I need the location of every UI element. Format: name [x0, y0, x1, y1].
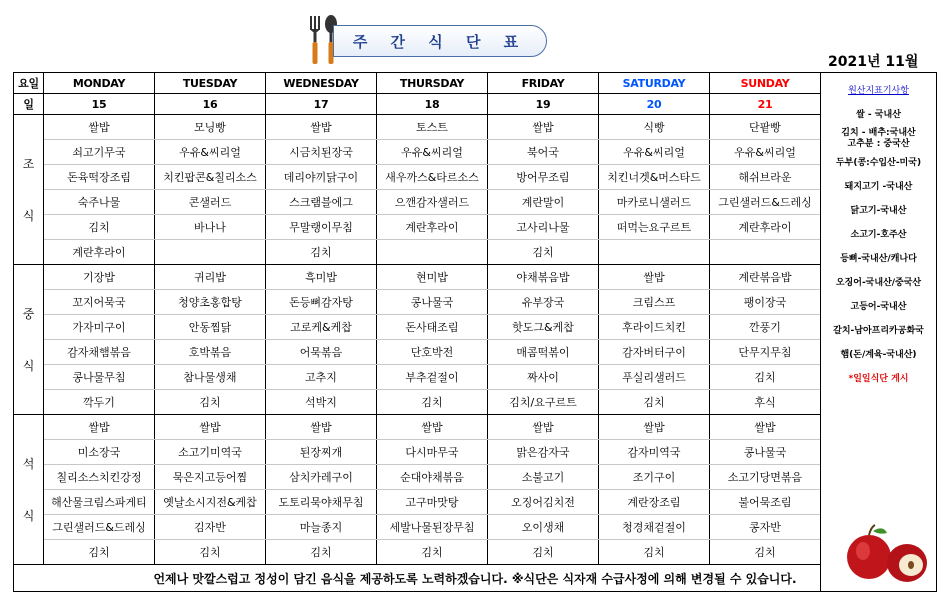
origin-title: 원산지표기사항	[848, 86, 909, 96]
menu-cell: 깍두기	[44, 390, 155, 415]
menu-cell: 김치	[488, 540, 599, 565]
menu-cell: 으깬감자샐러드	[377, 190, 488, 215]
menu-cell: 기장밥	[44, 265, 155, 290]
menu-cell	[155, 240, 266, 265]
menu-cell: 현미밥	[377, 265, 488, 290]
date-sunday: 21	[710, 94, 821, 115]
menu-cell: 감자채햄볶음	[44, 340, 155, 365]
menu-cell: 후라이드치킨	[599, 315, 710, 340]
menu-cell: 석박지	[266, 390, 377, 415]
menu-cell: 콘샐러드	[155, 190, 266, 215]
date-thursday: 18	[377, 94, 488, 115]
menu-cell: 토스트	[377, 115, 488, 140]
origin-item: 등뼈-국내산/캐나다	[840, 253, 917, 264]
menu-cell: 쌀밥	[599, 415, 710, 440]
meal-label: 조 식	[14, 115, 44, 265]
day-name-friday: FRIDAY	[488, 73, 599, 94]
menu-cell: 다시마무국	[377, 440, 488, 465]
origin-item: 쌀 - 국내산	[856, 109, 901, 120]
menu-row	[14, 115, 937, 140]
menu-cell: 꼬지어묵국	[44, 290, 155, 315]
menu-cell: 그린샐러드&드레싱	[44, 515, 155, 540]
origin-list	[821, 73, 936, 384]
menu-cell: 소불고기	[488, 465, 599, 490]
footer-notice: 언제나 맛깔스럽고 정성이 담긴 음식을 제공하도록 노력하겠습니다. ※식단은 식자재 수급사정에 의해 변경될 수 있습니다.	[14, 565, 937, 592]
day-name-saturday: SATURDAY	[599, 73, 710, 94]
menu-cell: 흑미밥	[266, 265, 377, 290]
day-name-tuesday: TUESDAY	[155, 73, 266, 94]
menu-cell: 어묵볶음	[266, 340, 377, 365]
menu-cell: 옛날소시지전&케찹	[155, 490, 266, 515]
menu-cell: 계란후라이	[710, 215, 821, 240]
menu-cell: 쌀밥	[155, 415, 266, 440]
menu-cell: 쌀밥	[488, 115, 599, 140]
menu-cell: 김치	[266, 540, 377, 565]
menu-cell: 쌀밥	[266, 415, 377, 440]
menu-cell: 콩나물무침	[44, 365, 155, 390]
menu-row	[14, 165, 937, 190]
menu-cell: 김치	[44, 540, 155, 565]
menu-cell: 계란후라이	[377, 215, 488, 240]
menu-cell: 김치	[266, 240, 377, 265]
menu-cell: 소고기미역국	[155, 440, 266, 465]
menu-cell: 도토리묵야채무침	[266, 490, 377, 515]
menu-cell: 감자버터구이	[599, 340, 710, 365]
menu-cell: 김치	[599, 540, 710, 565]
menu-cell: 시금치된장국	[266, 140, 377, 165]
menu-cell: 김치	[488, 240, 599, 265]
date-friday: 19	[488, 94, 599, 115]
origin-item: 돼지고기 -국내산	[844, 181, 913, 192]
menu-cell: 조기구이	[599, 465, 710, 490]
menu-cell: 돈사태조림	[377, 315, 488, 340]
menu-cell: 오징어김치전	[488, 490, 599, 515]
menu-cell: 쌀밥	[710, 415, 821, 440]
date-wednesday: 17	[266, 94, 377, 115]
menu-cell: 귀리밥	[155, 265, 266, 290]
date-saturday: 20	[599, 94, 710, 115]
menu-cell: 콩나물국	[377, 290, 488, 315]
menu-cell: 고로케&케찹	[266, 315, 377, 340]
origin-item: 오징어-국내산/중국산	[835, 277, 922, 288]
menu-cell: 김치	[377, 540, 488, 565]
menu-cell: 김자반	[155, 515, 266, 540]
menu-row	[14, 215, 937, 240]
footer-row	[14, 565, 937, 592]
menu-row	[14, 315, 937, 340]
menu-cell: 호박볶음	[155, 340, 266, 365]
menu-row	[14, 490, 937, 515]
menu-cell: 데리야끼닭구이	[266, 165, 377, 190]
menu-cell: 해쉬브라운	[710, 165, 821, 190]
menu-row	[14, 465, 937, 490]
origin-item: 김치 - 배추:국내산 고추분 : 중국산	[841, 128, 916, 149]
menu-row	[14, 140, 937, 165]
menu-row	[14, 240, 937, 265]
day-name-wednesday: WEDNESDAY	[266, 73, 377, 94]
menu-cell: 매콤떡볶이	[488, 340, 599, 365]
menu-cell: 김치/요구르트	[488, 390, 599, 415]
menu-cell: 쇠고기무국	[44, 140, 155, 165]
menu-cell: 김치	[710, 540, 821, 565]
menu-row	[14, 265, 937, 290]
day-name-thursday: THURSDAY	[377, 73, 488, 94]
menu-cell: 마카로니샐러드	[599, 190, 710, 215]
menu-cell: 고사리나물	[488, 215, 599, 240]
date-monday: 15	[44, 94, 155, 115]
menu-cell: 감자미역국	[599, 440, 710, 465]
menu-cell: 가자미구이	[44, 315, 155, 340]
day-header-label: 요일	[14, 73, 44, 94]
menu-cell: 김치	[44, 215, 155, 240]
menu-row	[14, 340, 937, 365]
meal-label: 중 식	[14, 265, 44, 415]
menu-cell: 후식	[710, 390, 821, 415]
menu-cell: 바나나	[155, 215, 266, 240]
weekly-menu-table	[13, 72, 937, 592]
menu-cell: 불어묵조림	[710, 490, 821, 515]
menu-cell: 스크램블에그	[266, 190, 377, 215]
menu-cell: 미소장국	[44, 440, 155, 465]
menu-cell: 칠리소스치킨강정	[44, 465, 155, 490]
menu-cell: 치킨팝콘&칠리소스	[155, 165, 266, 190]
menu-cell: 해산물크림스파게티	[44, 490, 155, 515]
menu-row	[14, 290, 937, 315]
menu-row	[14, 540, 937, 565]
menu-cell: 쌀밥	[488, 415, 599, 440]
menu-cell: 팽이장국	[710, 290, 821, 315]
menu-cell: 오이생채	[488, 515, 599, 540]
menu-cell: 안동찜닭	[155, 315, 266, 340]
menu-row	[14, 515, 937, 540]
menu-cell: 돈육떡장조림	[44, 165, 155, 190]
menu-cell: 맑은감자국	[488, 440, 599, 465]
menu-cell: 치킨너겟&머스타드	[599, 165, 710, 190]
menu-cell: 우유&씨리얼	[155, 140, 266, 165]
menu-cell: 마늘종지	[266, 515, 377, 540]
menu-cell: 우유&씨리얼	[377, 140, 488, 165]
menu-cell: 김치	[599, 390, 710, 415]
menu-cell: 소고기당면볶음	[710, 465, 821, 490]
menu-cell: 콩자반	[710, 515, 821, 540]
menu-cell: 단팥빵	[710, 115, 821, 140]
menu-cell: 쌀밥	[44, 415, 155, 440]
day-name-sunday: SUNDAY	[710, 73, 821, 94]
menu-cell: 묵은지고등어찜	[155, 465, 266, 490]
menu-cell: 크림스프	[599, 290, 710, 315]
menu-cell: 모닝빵	[155, 115, 266, 140]
header-row-dates	[14, 94, 937, 115]
menu-cell: 김치	[155, 390, 266, 415]
menu-cell	[377, 240, 488, 265]
origin-item: 갈치-남아프리카공화국	[833, 325, 924, 336]
menu-row	[14, 390, 937, 415]
menu-cell: 그린샐러드&드레싱	[710, 190, 821, 215]
menu-cell: 떠먹는요구르트	[599, 215, 710, 240]
menu-cell: 우유&씨리얼	[710, 140, 821, 165]
menu-cell: 북어국	[488, 140, 599, 165]
menu-row	[14, 190, 937, 215]
menu-cell: 쌀밥	[377, 415, 488, 440]
menu-cell: 돈등뼈감자탕	[266, 290, 377, 315]
date-tuesday: 16	[155, 94, 266, 115]
menu-cell: 순대야채볶음	[377, 465, 488, 490]
origin-item: 햄(돈/계육-국내산)	[840, 349, 917, 360]
menu-cell: 단호박전	[377, 340, 488, 365]
menu-cell: 숙주나물	[44, 190, 155, 215]
origin-note: *일일식단 게시	[848, 374, 909, 384]
menu-cell: 고추지	[266, 365, 377, 390]
menu-cell: 부추겉절이	[377, 365, 488, 390]
menu-cell: 계란말이	[488, 190, 599, 215]
apple-icon	[839, 523, 935, 585]
menu-cell	[710, 240, 821, 265]
menu-cell: 단무지무침	[710, 340, 821, 365]
menu-cell: 야채볶음밥	[488, 265, 599, 290]
menu-cell: 쌀밥	[599, 265, 710, 290]
menu-cell: 참나물생채	[155, 365, 266, 390]
menu-cell: 푸실리샐러드	[599, 365, 710, 390]
month-label: 2021년 11월	[828, 54, 919, 70]
menu-cell: 유부장국	[488, 290, 599, 315]
menu-cell: 계란장조림	[599, 490, 710, 515]
menu-cell: 김치	[710, 365, 821, 390]
menu-cell: 쌀밥	[266, 115, 377, 140]
menu-cell: 계란후라이	[44, 240, 155, 265]
menu-cell	[599, 240, 710, 265]
menu-row	[14, 440, 937, 465]
menu-cell: 쌀밥	[44, 115, 155, 140]
menu-cell: 김치	[377, 390, 488, 415]
menu-cell: 짜사이	[488, 365, 599, 390]
title-banner	[333, 25, 547, 57]
origin-item: 소고기-호주산	[850, 229, 907, 240]
menu-cell: 계란볶음밥	[710, 265, 821, 290]
menu-cell: 삼치카레구이	[266, 465, 377, 490]
menu-cell: 고구마맛탕	[377, 490, 488, 515]
menu-cell: 식빵	[599, 115, 710, 140]
menu-cell: 세발나물된장무침	[377, 515, 488, 540]
menu-cell: 우유&씨리얼	[599, 140, 710, 165]
origin-panel	[821, 73, 937, 592]
menu-cell: 콩나물국	[710, 440, 821, 465]
menu-cell: 청양초홍합탕	[155, 290, 266, 315]
origin-item: 닭고기-국내산	[850, 205, 907, 216]
page-title: 주 간 식 단 표	[352, 32, 528, 51]
menu-cell: 핫도그&케찹	[488, 315, 599, 340]
origin-item: 고등어-국내산	[850, 301, 907, 312]
menu-cell: 김치	[155, 540, 266, 565]
meal-label: 석 식	[14, 415, 44, 565]
menu-cell: 깐풍기	[710, 315, 821, 340]
menu-cell: 청경채겉절이	[599, 515, 710, 540]
date-header-label: 일	[14, 94, 44, 115]
menu-cell: 방어무조림	[488, 165, 599, 190]
menu-cell: 새우까스&타르소스	[377, 165, 488, 190]
menu-row	[14, 415, 937, 440]
menu-cell: 된장찌개	[266, 440, 377, 465]
menu-row	[14, 365, 937, 390]
header-row-days	[14, 73, 937, 94]
menu-cell: 무말랭이무침	[266, 215, 377, 240]
day-name-monday: MONDAY	[44, 73, 155, 94]
origin-item: 두부(콩:수입산-미국)	[835, 157, 922, 168]
